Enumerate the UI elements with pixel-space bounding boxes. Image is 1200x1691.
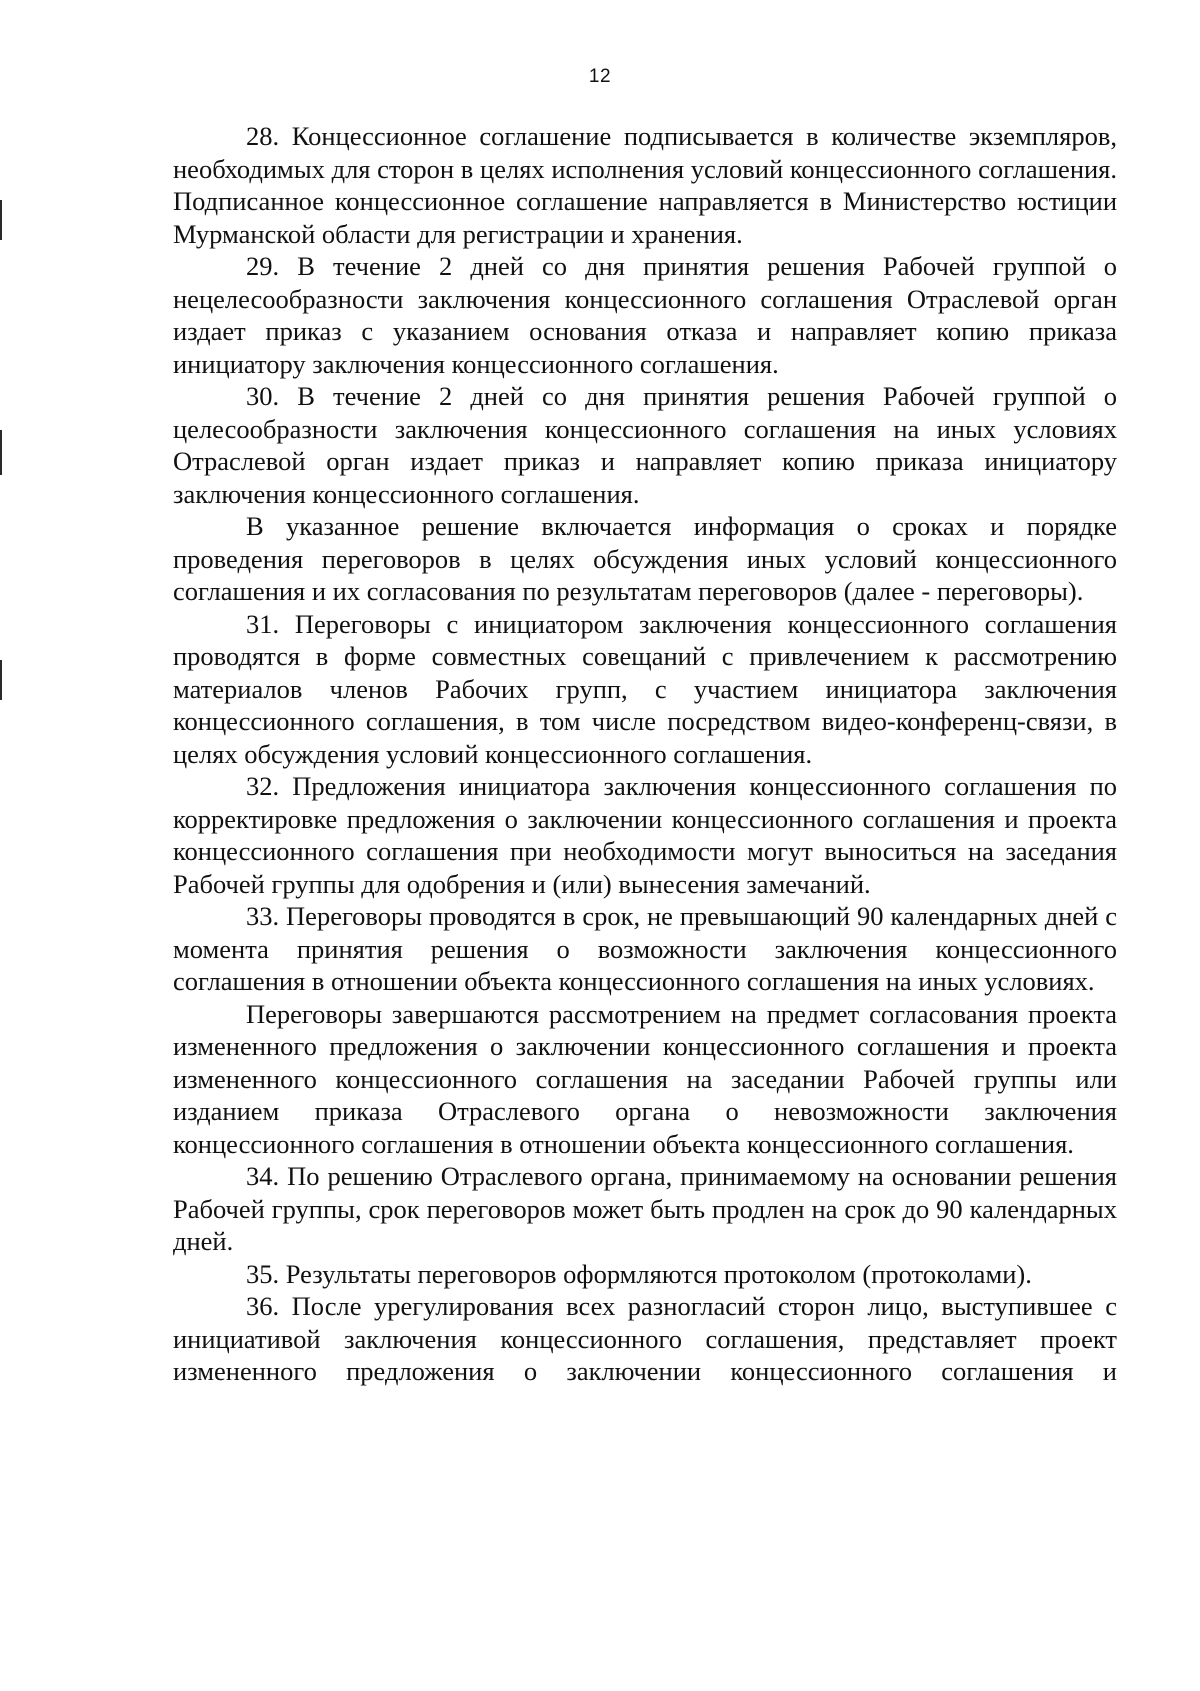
- paragraph-30-decision-info: В указанное решение включается информация о сроках и порядке проведения переговоров в целях обсуждения иных условий концессионного соглашения и их согласования по результатам переговоров (далее - переговоры).: [173, 511, 1117, 606]
- paragraph-31: 31. Переговоры с инициатором заключения концессионного соглашения проводятся в форме совместных совещаний с привлечением к рассмотрению материалов членов Рабочих групп, с участием инициатора заключения концессионного соглашения, в том числе посредством видео-конференц-связи, в целях обсуждения условий концессионного соглашения.: [173, 608, 1117, 769]
- paragraph-33: 33. Переговоры проводятся в срок, не превышающий 90 календарных дней с момента принятия решения о возможности заключения концессионного соглашения в отношении объекта концессионного соглашения на иных условиях.: [173, 901, 1117, 996]
- paragraph-32: 32. Предложения инициатора заключения концессионного соглашения по корректировке предложения о заключении концессионного соглашения и проекта концессионного соглашения при необходимости могут выноситься на заседания Рабочей группы для одобрения и (или) вынесения замечаний.: [173, 771, 1117, 899]
- scan-edge-mark: [0, 660, 2, 700]
- paragraph-28: 28. Концессионное соглашение подписывается в количестве экземпляров, необходимых для сторон в целях исполнения условий концессионного соглашения. Подписанное концессионное соглашение направляется в Министерство юстиции Мурманской области для регистрации и хранения.: [173, 121, 1117, 249]
- page-number: 12: [588, 66, 612, 87]
- scan-edge-mark: [0, 200, 2, 240]
- paragraph-35: 35. Результаты переговоров оформляются протоколом (протоколами).: [246, 1258, 1032, 1289]
- paragraph-34: 34. По решению Отраслевого органа, принимаемому на основании решения Рабочей группы, срок переговоров может быть продлен на срок до 90 календарных дней.: [173, 1161, 1117, 1256]
- paragraph-30: 30. В течение 2 дней со дня принятия решения Рабочей группой о целесообразности заключения концессионного соглашения на иных условиях Отраслевой орган издает приказ и направляет копию приказа инициатору заключения концессионного соглашения.: [173, 381, 1117, 509]
- paragraph-29: 29. В течение 2 дней со дня принятия решения Рабочей группой о нецелесообразности заключения концессионного соглашения Отраслевой орган издает приказ с указанием основания отказа и направляет копию приказа инициатору заключения концессионного соглашения.: [173, 251, 1117, 379]
- paragraph-36: 36. После урегулирования всех разногласий сторон лицо, выступившее с инициативой заключения концессионного соглашения, представляет проект измененного предложения о заключении концессионного соглашения и: [173, 1291, 1117, 1386]
- paragraph-33-negotiations-end: Переговоры завершаются рассмотрением на предмет согласования проекта измененного предложения о заключении концессионного соглашения и проекта измененного концессионного соглашения на заседании Рабочей группы или изданием приказа Отраслевого органа о невозможности заключения концессионного соглашения в отношении объекта концессионного соглашения.: [173, 998, 1117, 1159]
- scan-edge-mark: [0, 430, 2, 475]
- document-body: [173, 120, 1117, 1388]
